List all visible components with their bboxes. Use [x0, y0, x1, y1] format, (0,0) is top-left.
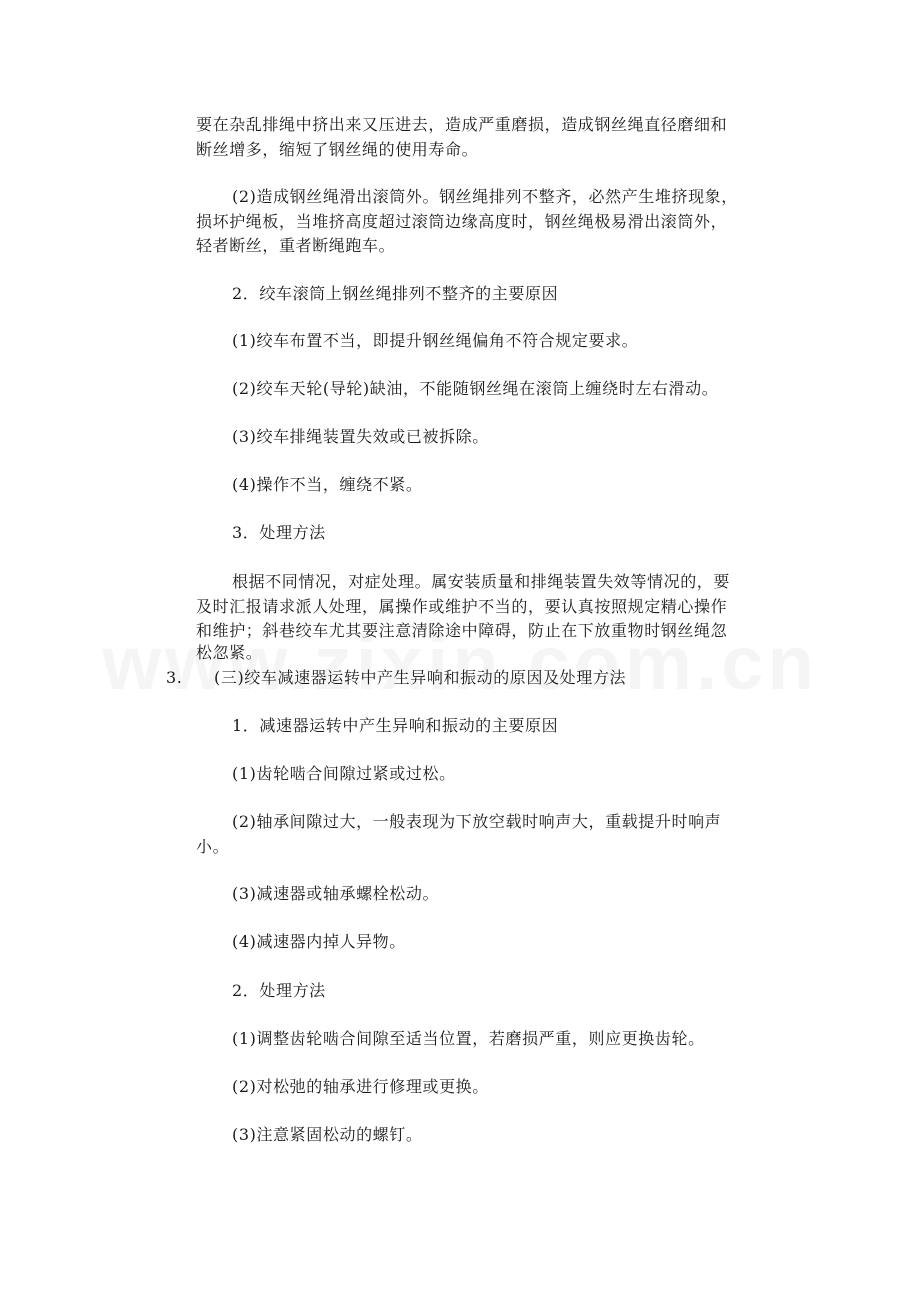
section-heading: 3．处理方法: [232, 523, 326, 542]
list-item: (2)对松弛的轴承进行修理或更换。: [232, 1077, 489, 1096]
list-item: (3)注意紧固松动的螺钉。: [232, 1125, 423, 1144]
paragraph-line: 要在杂乱排绳中挤出来又压进去，造成严重磨损，造成钢丝绳直径磨细和: [196, 115, 728, 134]
section-heading: 2．绞车滚筒上钢丝绳排列不整齐的主要原因: [232, 284, 559, 303]
list-item: (2)轴承间隙过大，一般表现为下放空载时响声大，重载提升时响声: [232, 812, 722, 831]
paragraph-line: 及时汇报请求派人处理，属操作或维护不当的，要认真按照规定精心操作: [196, 597, 728, 616]
section-heading: 1．减速器运转中产生异响和振动的主要原因: [232, 716, 559, 735]
list-item: (2)绞车天轮(导轮)缺油，不能随钢丝绳在滚筒上缠绕时左右滑动。: [232, 379, 719, 398]
list-item: (1)齿轮啮合间隙过紧或过松。: [232, 764, 456, 783]
paragraph-line: 断丝增多，缩短了钢丝绳的使用寿命。: [196, 140, 479, 159]
paragraph-line: 根据不同情况，对症处理。属安装质量和排绳装置失效等情况的，要: [232, 572, 731, 591]
paragraph-line: 松忽紧。: [196, 643, 263, 662]
section-title: (三)绞车减速器运转中产生异响和振动的原因及处理方法: [214, 668, 627, 687]
paragraph-line: (2)造成钢丝绳滑出滚筒外。钢丝绳排列不整齐，必然产生堆挤现象，: [232, 187, 738, 206]
list-item: (4)减速器内掉人异物。: [232, 932, 406, 951]
paragraph-line: 轻者断丝，重者断绳跑车。: [196, 236, 396, 255]
paragraph-line: 损坏护绳板，当堆挤高度超过滚筒边缘高度时，钢丝绳极易滑出滚筒外，: [196, 212, 728, 231]
list-number: 3.: [166, 668, 183, 687]
list-item: (4)操作不当，缠绕不紧。: [232, 475, 423, 494]
list-item: (3)绞车排绳装置失效或已被拆除。: [232, 427, 489, 446]
list-item: (1)绞车布置不当，即提升钢丝绳偏角不符合规定要求。: [232, 331, 639, 350]
list-item: (1)调整齿轮啮合间隙至适当位置，若磨损严重，则应更换齿轮。: [232, 1029, 705, 1048]
list-item-continuation: 小。: [196, 837, 230, 856]
list-item: (3)减速器或轴承螺栓松动。: [232, 884, 440, 903]
paragraph-line: 和维护；斜巷绞车尤其要注意清除途中障碍，防止在下放重物时钢丝绳忽: [196, 621, 728, 640]
section-heading: 2．处理方法: [232, 981, 326, 1000]
